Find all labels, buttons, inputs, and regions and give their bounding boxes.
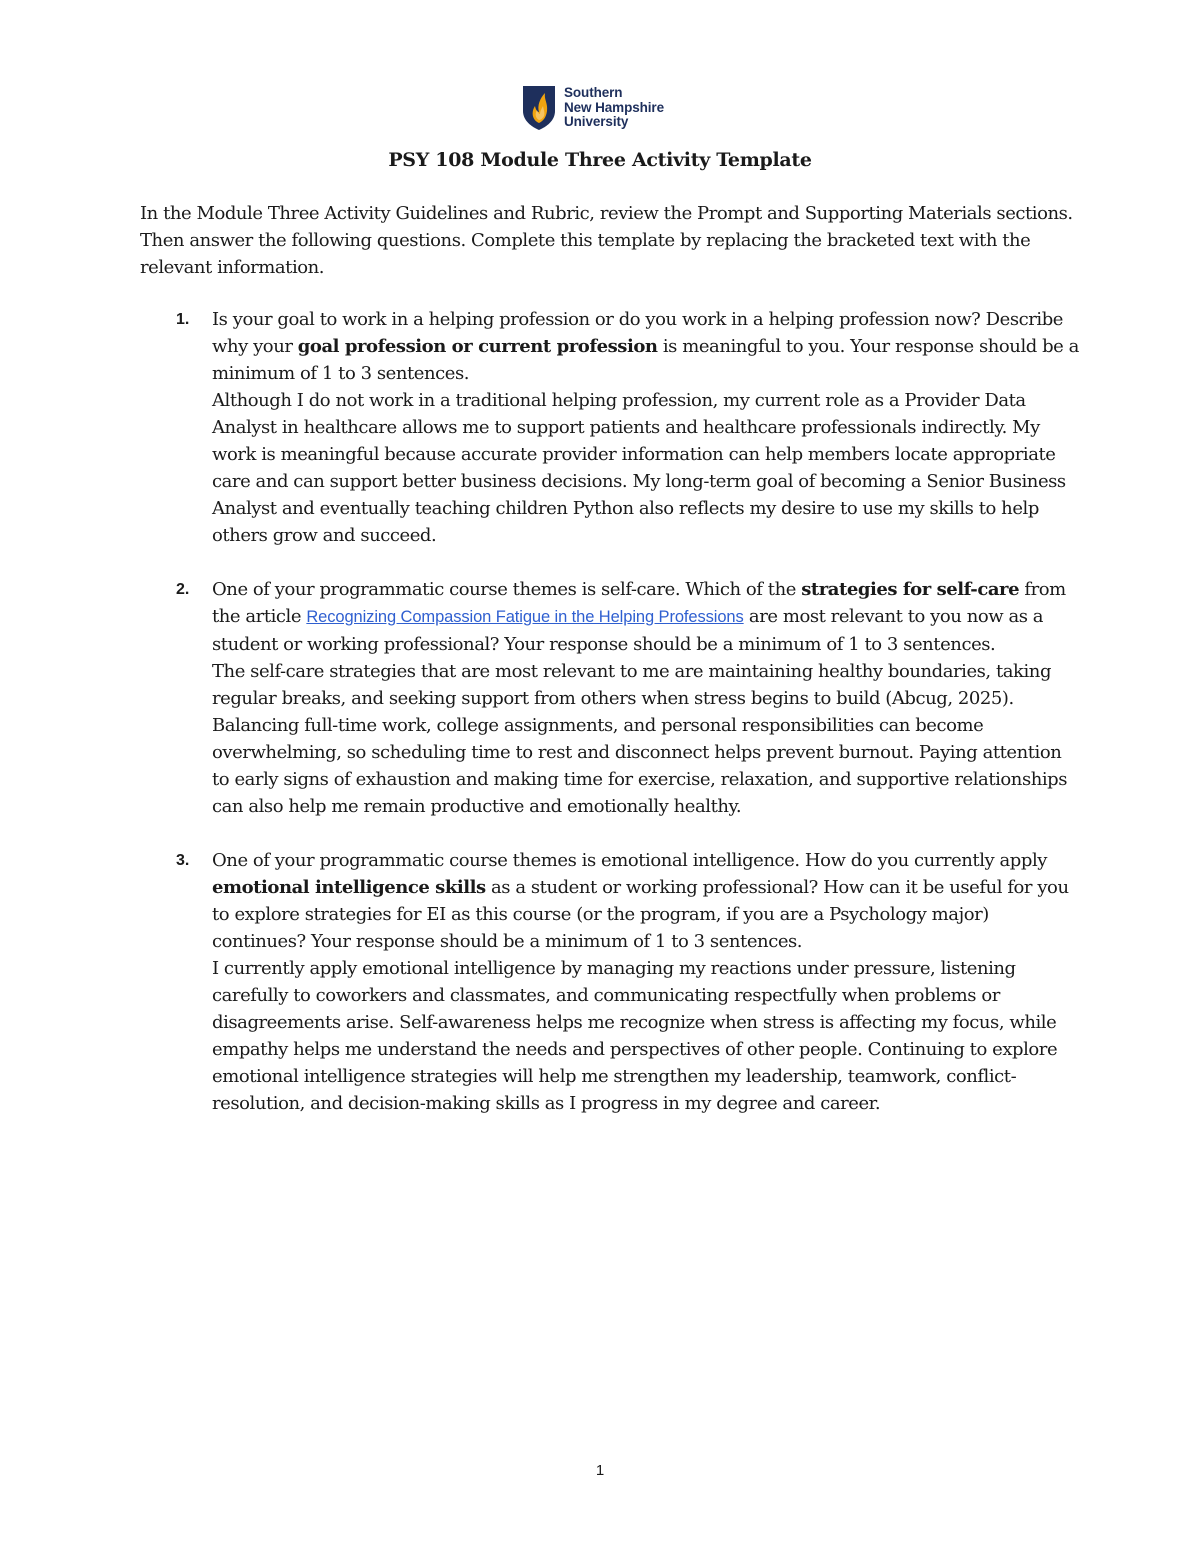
question-prompt: One of your programmatic course themes is emotional intelligence. How do you currently apply emotional intelligence skills as a student or working professional? How can it be useful for you to explore strategies for EI as this course (or the program, if you are a Psychology major) continues? Your response should be a minimum of 1 to 3 sentences.: [212, 850, 1069, 952]
logo-line-1: Southern: [564, 85, 623, 101]
intro-paragraph: In the Module Three Activity Guidelines and Rubric, review the Prompt and Supporting Materials sections. Then answer the following questions. Complete this template by replacing the bracketed text with the relevant information.: [140, 203, 1073, 278]
article-link[interactable]: Recognizing Compassion Fatigue in the Helping Professions: [306, 608, 744, 626]
logo-line-2: New Hampshire: [564, 99, 664, 115]
question-prompt: Is your goal to work in a helping profession or do you work in a helping profession now? Describe why your goal profession or current profession is meaningful to you. Your response should be a minimum of 1 to 3 sentences.: [212, 309, 1079, 384]
logo-line-3: University: [564, 114, 629, 130]
question-number: 2.: [176, 581, 190, 598]
document-title: PSY 108 Module Three Activity Template: [388, 149, 812, 171]
university-logo: [522, 84, 664, 132]
question-item-3: [140, 847, 1080, 1117]
question-prompt: One of your programmatic course themes is self-care. Which of the strategies for self-care from the article Recognizing Compassion Fatigue in the Helping Professions are most relevant to you now as a student or working professional? Your response should be a minimum of 1 to 3 sentences.: [212, 579, 1066, 655]
prompt-emphasis: goal profession or current profession: [297, 336, 658, 357]
question-item-1: [140, 306, 1080, 549]
question-item-2: [140, 576, 1080, 820]
prompt-emphasis: strategies for self-care: [801, 579, 1020, 600]
question-number: 1.: [176, 311, 190, 328]
page-number: 1: [595, 1462, 605, 1479]
question-number: 3.: [176, 852, 190, 869]
prompt-emphasis: emotional intelligence skills: [212, 877, 486, 898]
logo-wordmark: [564, 86, 664, 130]
answer-text: The self-care strategies that are most relevant to me are maintaining healthy boundaries, taking regular breaks, and seeking support from others when stress begins to build (Abcug, 2025). Balancing full-time work, college assignments, and personal responsibilities can become overwhelming, so scheduling time to rest and disconnect helps prevent burnout. Paying attention to early signs of exhaustion and making time for exercise, relaxation, and supportive relationships can also help me remain productive and emotionally healthy.: [212, 661, 1068, 817]
answer-text: Although I do not work in a traditional helping profession, my current role as a Provider Data Analyst in healthcare allows me to support patients and healthcare professionals indirectly. My work is meaningful because accurate provider information can help members locate appropriate care and can support better business decisions. My long-term goal of becoming a Senior Business Analyst and eventually teaching children Python also reflects my desire to use my skills to help others grow and succeed.: [212, 390, 1066, 546]
question-list: [140, 306, 1080, 1144]
shield-flame-icon: [522, 85, 556, 131]
answer-text: I currently apply emotional intelligence by managing my reactions under pressure, listening carefully to coworkers and classmates, and communicating respectfully when problems or disagreements arise. Self-awareness helps me recognize when stress is affecting my focus, while empathy helps me understand the needs and perspectives of other people. Continuing to explore emotional intelligence strategies will help me strengthen my leadership, teamwork, conflict-resolution, and decision-making skills as I progress in my degree and career.: [212, 958, 1058, 1114]
